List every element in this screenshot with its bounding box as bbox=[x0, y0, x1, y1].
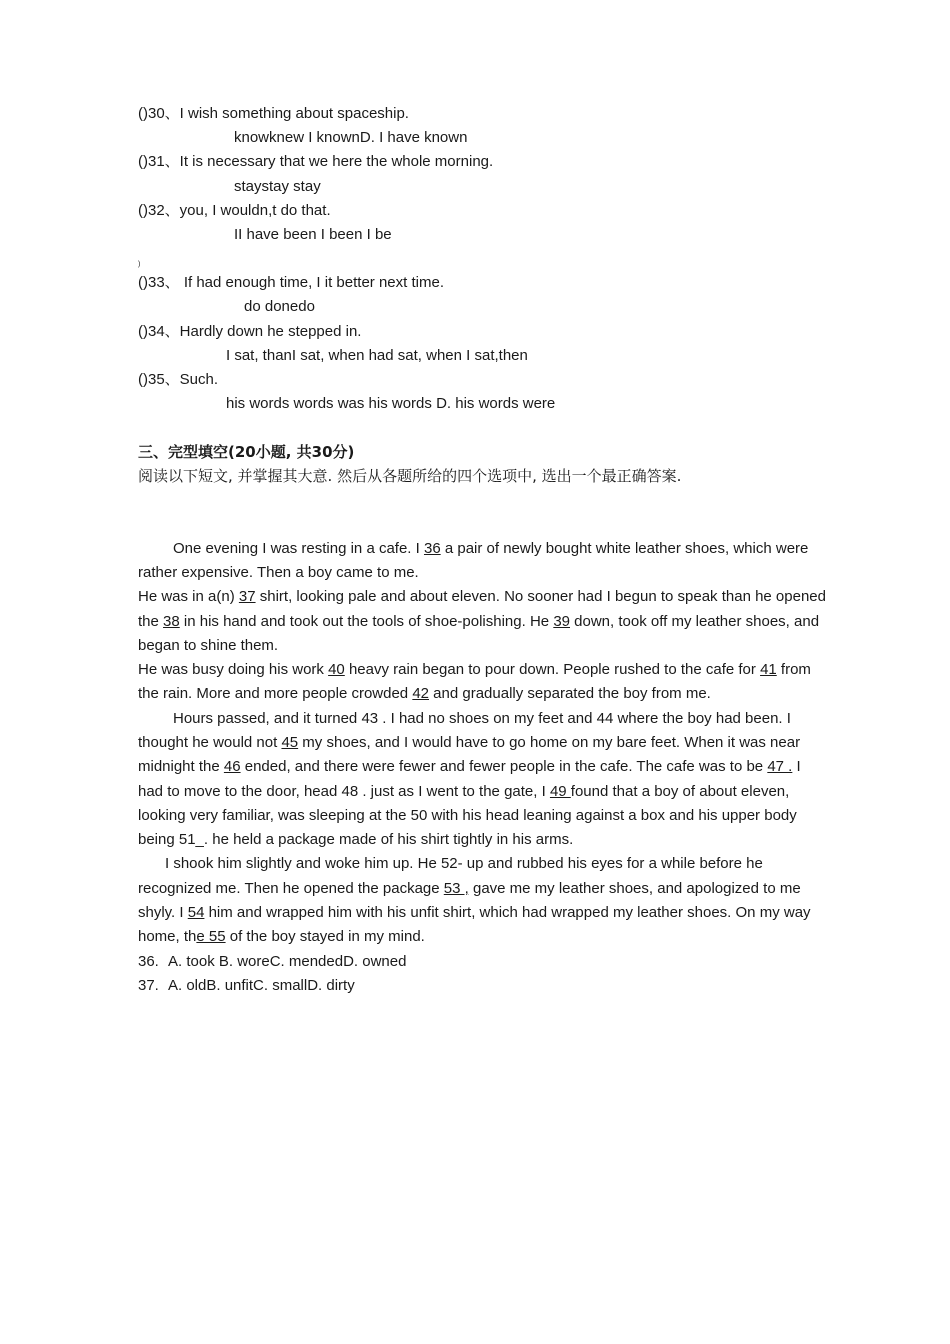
question-33: ()33、 If had enough time, I it better next time. bbox=[138, 274, 444, 292]
blank-49: 49 bbox=[549, 782, 571, 800]
blank-54: 54 bbox=[187, 904, 205, 922]
blank-45: 45 bbox=[281, 734, 299, 751]
question-30: ()30、I wish something about spaceship. bbox=[138, 105, 409, 122]
stray-mark-row bbox=[138, 247, 828, 271]
question-32-options: II have been I been I be bbox=[234, 225, 392, 243]
question-35-options: his words words was his words D. his words were bbox=[226, 395, 556, 413]
document-page bbox=[138, 102, 828, 998]
passage-paragraph-3: He was busy doing his work 40 heavy rain began to pour down. People rushed to the cafe for 41 from the rain. More and more people crowded 42 and gradually separated the boy from me. bbox=[138, 661, 811, 703]
question-31-options: staystay stay bbox=[234, 177, 321, 195]
stray-mark: ) bbox=[138, 261, 141, 269]
question-32: ()32、you, I wouldn,t do that. bbox=[138, 201, 331, 219]
blank-47: 47 . bbox=[767, 758, 793, 776]
blank-55: e 55 bbox=[196, 928, 226, 946]
answer-36: 36. A. took B. woreC. mendedD. owned bbox=[138, 952, 407, 970]
question-31: ()31、It is necessary that we here the whole morning. bbox=[138, 153, 494, 171]
blank-46: 46 bbox=[223, 758, 241, 776]
blank-37: 37 bbox=[238, 588, 256, 606]
blank-36: 36 bbox=[423, 539, 441, 557]
blank-39: 39 bbox=[553, 612, 570, 630]
blank-38: 38 bbox=[163, 612, 180, 630]
question-34: ()34、Hardly down he stepped in. bbox=[138, 322, 362, 340]
passage-paragraph-1: One evening I was resting in a cafe. I 36 a pair of newly bought white leather shoes, which were rather expensive. Then a boy came to me. bbox=[138, 539, 809, 581]
question-35: ()35、Such. bbox=[138, 370, 219, 388]
question-30-options: knowknew I knownD. I have known bbox=[234, 129, 468, 147]
section-heading: 三、完型填空(20小题, 共30分) bbox=[138, 443, 355, 462]
blank-53: 53 , bbox=[443, 879, 469, 897]
answer-37: 37. A. oldB. unfitC. smallD. dirty bbox=[138, 976, 355, 994]
blank-41: 41 bbox=[760, 661, 777, 679]
question-34-options: I sat, thanI sat, when had sat, when I sat,then bbox=[226, 346, 528, 364]
blank-40: 40 bbox=[328, 661, 345, 679]
passage-paragraph-2: He was in a(n) 37 shirt, looking pale and about eleven. No sooner had I begun to speak than he opened the 38 in his hand and took out the tools of shoe-polishing. He 39 down, took off my leather shoes, and began to shine them. bbox=[138, 588, 826, 654]
blank-42: 42 bbox=[412, 685, 430, 703]
question-33-options: do donedo bbox=[244, 298, 315, 316]
section-instruction: 阅读以下短文, 并掌握其大意. 然后从各题所给的四个选项中, 选出一个最正确答案. bbox=[138, 467, 682, 486]
passage-paragraph-4: Hours passed, and it turned 43 . I had no shoes on my feet and 44 where the boy had been. I thought he would not 45 my shoes, and I would have to go home on my bare feet. When it was near midnight the 46 ended, and there were fewer and fewer people in the cafe. The cafe was to be 47 . I had to move to the door, head 48 . just as I went to the gate, I 49 found that a boy of about eleven, looking very familiar, was sleeping at the 50 with his head leaning against a box and his upper body being 51_. he held a package made of his shirt tightly in his arms. bbox=[138, 709, 801, 849]
passage-paragraph-5: I shook him slightly and woke him up. He 52- up and rubbed his eyes for a while before he recognized me. Then he opened the package 53 , gave me my leather shoes, and apologized to me shyly. I 54 him and wrapped him with his unfit shirt, which had wrapped my leather shoes. On my way home, the 55 of the boy stayed in my mind. bbox=[138, 855, 811, 946]
